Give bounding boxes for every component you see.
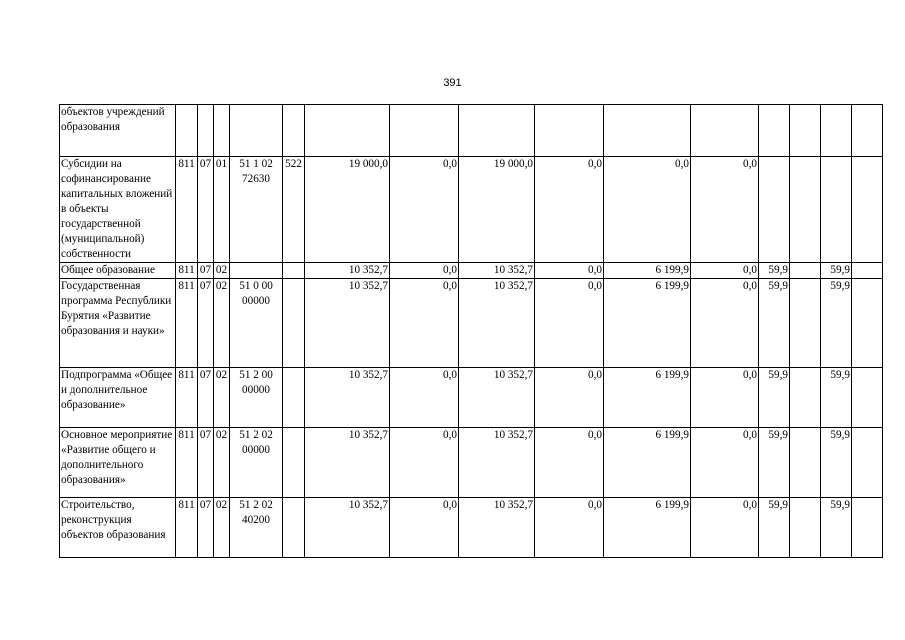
- row-name-cell: Государственная программа Республики Бурятия «Развитие образования и науки»: [60, 279, 176, 368]
- plan-other-cell: 0,0: [535, 279, 604, 368]
- executed-total-cell: 6 199,9: [604, 428, 691, 498]
- executed-total-cell: 0,0: [604, 157, 691, 263]
- percent-total-cell: 59,9: [759, 263, 790, 279]
- plan-federal-cell: 0,0: [390, 279, 459, 368]
- target-article-code-cell: 51 0 00 00000: [230, 279, 283, 368]
- executed-total-cell: 6 199,9: [604, 279, 691, 368]
- row-name-cell: Подпрограмма «Общее и дополнительное образование»: [60, 368, 176, 428]
- executed-total-cell: 6 199,9: [604, 498, 691, 558]
- executed-total-cell: [604, 105, 691, 157]
- executed-federal-cell: [691, 105, 759, 157]
- row-name-cell: Строительство, реконструкция объектов образования: [60, 498, 176, 558]
- plan-federal-cell: [390, 105, 459, 157]
- percent-federal-cell: [790, 157, 821, 263]
- table-row: [60, 428, 883, 498]
- percent-other-cell: [852, 157, 883, 263]
- percent-total-cell: [759, 157, 790, 263]
- percent-federal-cell: [790, 105, 821, 157]
- section-code-cell: 07: [198, 279, 214, 368]
- percent-republic-cell: 59,9: [821, 279, 852, 368]
- executed-federal-cell: 0,0: [691, 428, 759, 498]
- section-code-cell: 07: [198, 498, 214, 558]
- percent-federal-cell: [790, 279, 821, 368]
- plan-republic-cell: [459, 105, 535, 157]
- target-article-code-cell: 51 2 02 40200: [230, 498, 283, 558]
- budget-table: [59, 104, 883, 558]
- admin-code-cell: 811: [176, 498, 198, 558]
- plan-other-cell: 0,0: [535, 368, 604, 428]
- target-article-code-cell: 51 1 02 72630: [230, 157, 283, 263]
- table-row: [60, 279, 883, 368]
- plan-other-cell: 0,0: [535, 498, 604, 558]
- expense-type-code-cell: [283, 263, 305, 279]
- executed-federal-cell: 0,0: [691, 157, 759, 263]
- percent-republic-cell: 59,9: [821, 368, 852, 428]
- executed-total-cell: 6 199,9: [604, 263, 691, 279]
- section-code-cell: [198, 105, 214, 157]
- table-row: [60, 105, 883, 157]
- page-number: 391: [443, 77, 462, 89]
- plan-total-cell: 19 000,0: [305, 157, 390, 263]
- plan-other-cell: 0,0: [535, 428, 604, 498]
- admin-code-cell: 811: [176, 368, 198, 428]
- table-row: [60, 368, 883, 428]
- row-name-cell: Субсидии на софинансирование капитальных вложений в объекты государственной (муниципальной) собственности: [60, 157, 176, 263]
- percent-federal-cell: [790, 368, 821, 428]
- subsection-code-cell: [214, 105, 230, 157]
- admin-code-cell: 811: [176, 263, 198, 279]
- percent-republic-cell: [821, 157, 852, 263]
- plan-total-cell: 10 352,7: [305, 263, 390, 279]
- percent-total-cell: 59,9: [759, 498, 790, 558]
- section-code-cell: 07: [198, 368, 214, 428]
- percent-federal-cell: [790, 498, 821, 558]
- plan-other-cell: 0,0: [535, 157, 604, 263]
- percent-other-cell: [852, 368, 883, 428]
- target-article-code-cell: [230, 263, 283, 279]
- plan-total-cell: 10 352,7: [305, 498, 390, 558]
- plan-federal-cell: 0,0: [390, 263, 459, 279]
- plan-federal-cell: 0,0: [390, 157, 459, 263]
- plan-federal-cell: 0,0: [390, 368, 459, 428]
- table-row: [60, 157, 883, 263]
- subsection-code-cell: 02: [214, 368, 230, 428]
- plan-republic-cell: 10 352,7: [459, 498, 535, 558]
- percent-federal-cell: [790, 428, 821, 498]
- percent-republic-cell: 59,9: [821, 263, 852, 279]
- row-name-cell: объектов учреждений образования: [60, 105, 176, 157]
- percent-federal-cell: [790, 263, 821, 279]
- expense-type-code-cell: [283, 428, 305, 498]
- executed-federal-cell: 0,0: [691, 368, 759, 428]
- plan-federal-cell: 0,0: [390, 428, 459, 498]
- percent-total-cell: 59,9: [759, 368, 790, 428]
- row-name-cell: Основное мероприятие «Развитие общего и дополнительного образования»: [60, 428, 176, 498]
- expense-type-code-cell: [283, 105, 305, 157]
- plan-republic-cell: 10 352,7: [459, 263, 535, 279]
- expense-type-code-cell: [283, 279, 305, 368]
- section-code-cell: 07: [198, 428, 214, 498]
- percent-other-cell: [852, 498, 883, 558]
- percent-total-cell: 59,9: [759, 279, 790, 368]
- row-name-cell: Общее образование: [60, 263, 176, 279]
- percent-total-cell: [759, 105, 790, 157]
- section-code-cell: 07: [198, 263, 214, 279]
- expense-type-code-cell: [283, 368, 305, 428]
- admin-code-cell: 811: [176, 279, 198, 368]
- executed-federal-cell: 0,0: [691, 498, 759, 558]
- subsection-code-cell: 01: [214, 157, 230, 263]
- section-code-cell: 07: [198, 157, 214, 263]
- percent-other-cell: [852, 428, 883, 498]
- admin-code-cell: [176, 105, 198, 157]
- admin-code-cell: 811: [176, 157, 198, 263]
- admin-code-cell: 811: [176, 428, 198, 498]
- percent-republic-cell: 59,9: [821, 498, 852, 558]
- executed-total-cell: 6 199,9: [604, 368, 691, 428]
- target-article-code-cell: 51 2 02 00000: [230, 428, 283, 498]
- plan-republic-cell: 10 352,7: [459, 428, 535, 498]
- executed-federal-cell: 0,0: [691, 279, 759, 368]
- plan-republic-cell: 10 352,7: [459, 279, 535, 368]
- plan-total-cell: 10 352,7: [305, 279, 390, 368]
- expense-type-code-cell: [283, 498, 305, 558]
- plan-federal-cell: 0,0: [390, 498, 459, 558]
- plan-other-cell: [535, 105, 604, 157]
- subsection-code-cell: 02: [214, 498, 230, 558]
- expense-type-code-cell: 522: [283, 157, 305, 263]
- executed-federal-cell: 0,0: [691, 263, 759, 279]
- percent-republic-cell: [821, 105, 852, 157]
- target-article-code-cell: [230, 105, 283, 157]
- target-article-code-cell: 51 2 00 00000: [230, 368, 283, 428]
- percent-other-cell: [852, 263, 883, 279]
- subsection-code-cell: 02: [214, 428, 230, 498]
- percent-other-cell: [852, 105, 883, 157]
- subsection-code-cell: 02: [214, 263, 230, 279]
- plan-total-cell: 10 352,7: [305, 428, 390, 498]
- plan-total-cell: [305, 105, 390, 157]
- percent-republic-cell: 59,9: [821, 428, 852, 498]
- plan-republic-cell: 19 000,0: [459, 157, 535, 263]
- plan-other-cell: 0,0: [535, 263, 604, 279]
- subsection-code-cell: 02: [214, 279, 230, 368]
- plan-republic-cell: 10 352,7: [459, 368, 535, 428]
- percent-total-cell: 59,9: [759, 428, 790, 498]
- table-row: [60, 263, 883, 279]
- table-row: [60, 498, 883, 558]
- percent-other-cell: [852, 279, 883, 368]
- plan-total-cell: 10 352,7: [305, 368, 390, 428]
